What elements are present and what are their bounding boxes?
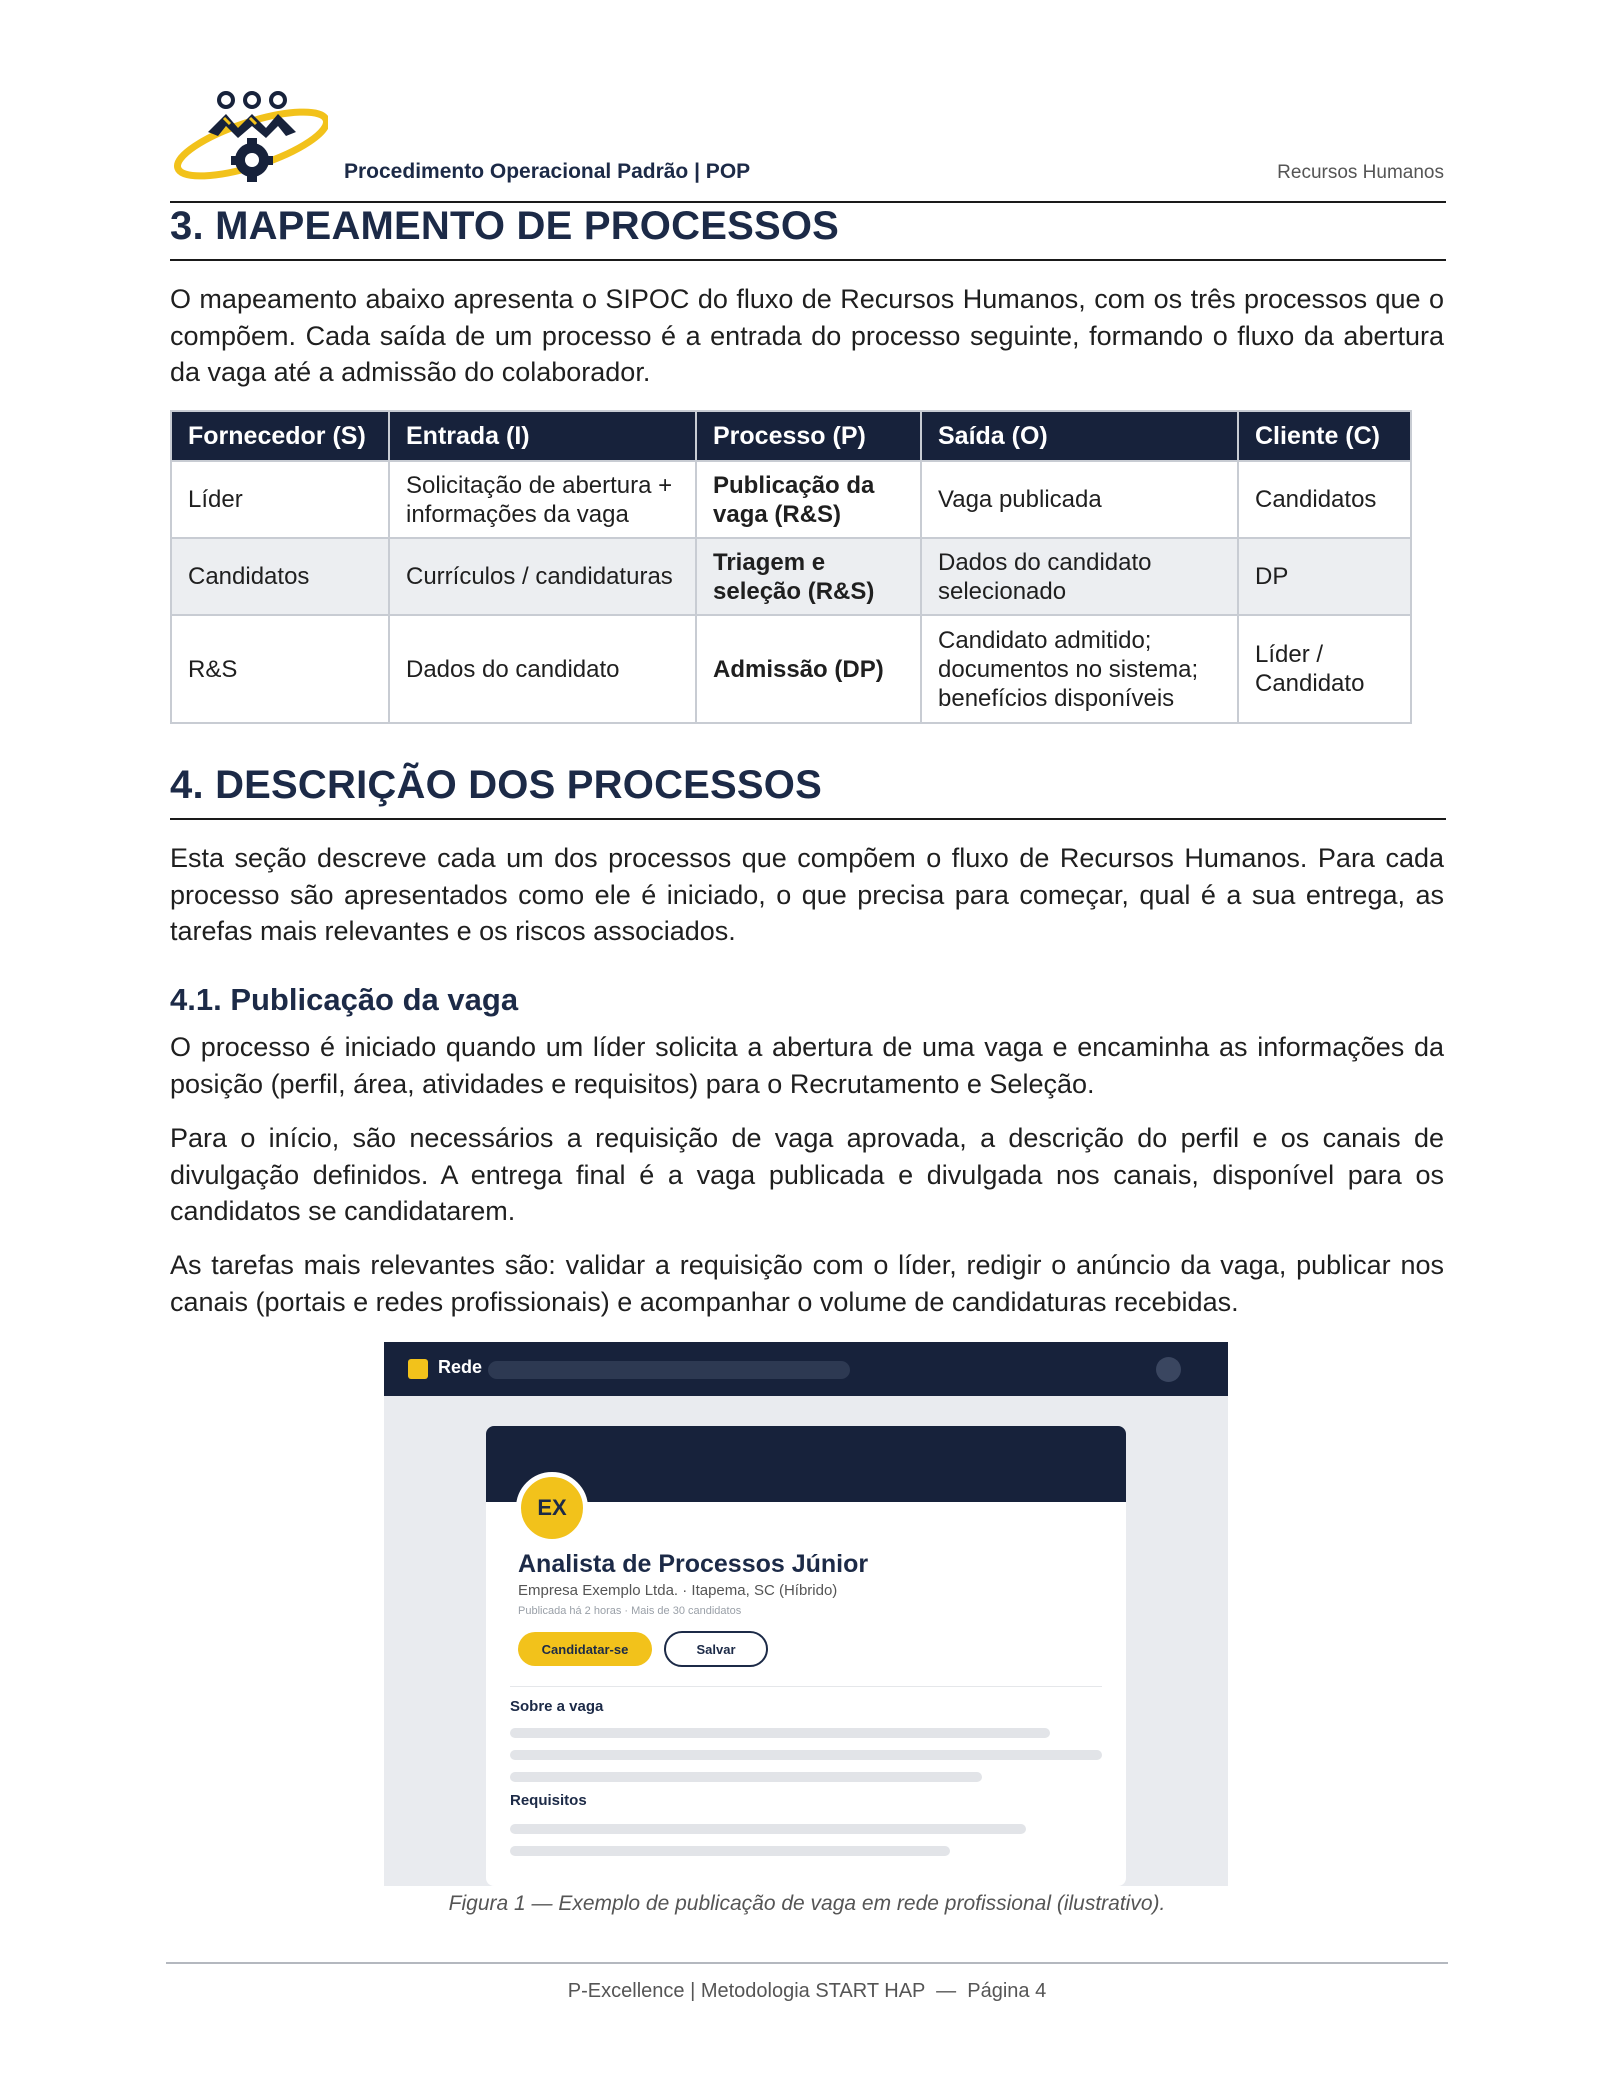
sipoc-header-process: Processo (P): [696, 411, 921, 461]
about-heading: Sobre a vaga: [510, 1698, 604, 1715]
company-logo-badge: EX: [516, 1472, 588, 1544]
document-header-department: Recursos Humanos: [1277, 162, 1444, 183]
figure-caption: Figura 1 — Exemplo de publicação de vaga em rede profissional (ilustrativo).: [448, 1892, 1166, 1915]
job-posting-figure: [384, 1342, 1228, 1886]
header-divider: [170, 201, 1446, 203]
sipoc-header-customer: Cliente (C): [1238, 411, 1411, 461]
document-header-title: Procedimento Operacional Padrão | POP: [344, 160, 751, 183]
section-4-intro: Esta seção descreve cada um dos processos que compõem o fluxo de Recursos Humanos. Para cada processo são apresentados como ele é iniciado, o que precisa para começar, qual é a sua entrega, as tarefas mais relevantes e os riscos associados.: [170, 843, 1444, 946]
table-cell: R&S: [171, 615, 389, 723]
job-title: Analista de Processos Júnior: [518, 1550, 869, 1578]
table-cell: Solicitação de abertura + informações da vaga: [389, 461, 696, 538]
table-cell: Candidatos: [1238, 461, 1411, 538]
table-cell: Dados do candidato selecionado: [921, 538, 1238, 615]
job-card: [486, 1426, 1126, 1886]
text-placeholder: [510, 1728, 1050, 1738]
sipoc-header-output: Saída (O): [921, 411, 1238, 461]
table-cell: Vaga publicada: [921, 461, 1238, 538]
table-cell: Currículos / candidaturas: [389, 538, 696, 615]
table-row: [171, 538, 1411, 615]
footer-divider: [166, 1962, 1448, 1964]
job-meta: Publicada há 2 horas · Mais de 30 candidatos: [518, 1605, 742, 1617]
section-4-1-paragraph-2: Para o início, são necessários a requisição de vaga aprovada, a descrição do perfil e os canais de divulgação definidos. A entrega final é a vaga publicada e divulgada nos canais, disponível para os candidatos se candidatarem.: [170, 1123, 1444, 1226]
text-placeholder: [510, 1772, 982, 1782]
save-button: Salvar: [664, 1631, 768, 1667]
page-footer: P-Excellence | Metodologia START HAP — Página 4: [567, 1980, 1047, 2002]
network-search-bar: [488, 1361, 850, 1379]
job-card-divider: [510, 1686, 1102, 1687]
job-company-location: Empresa Exemplo Ltda. · Itapema, SC (Híbrido): [518, 1582, 838, 1599]
network-logo-icon: [408, 1359, 428, 1379]
section-3-heading: 3. MAPEAMENTO DE PROCESSOS: [170, 204, 840, 248]
table-cell: Líder / Candidato: [1238, 615, 1411, 723]
table-cell: Dados do candidato: [389, 615, 696, 723]
table-row: [171, 461, 1411, 538]
section-4-1-paragraph-1: O processo é iniciado quando um líder solicita a abertura de uma vaga e encaminha as informações da posição (perfil, área, atividades e requisitos) para o Recrutamento e Seleção.: [170, 1032, 1444, 1099]
section-4-divider: [170, 818, 1446, 820]
section-3-intro: O mapeamento abaixo apresenta o SIPOC do fluxo de Recursos Humanos, com os três processos que o compõem. Cada saída de um processo é a entrada do processo seguinte, formando o fluxo da abertura da vaga até a admissão do colaborador.: [170, 284, 1444, 387]
apply-button: Candidatar-se: [518, 1632, 652, 1666]
table-cell: Admissão (DP): [696, 615, 921, 723]
table-cell: Triagem e seleção (R&S): [696, 538, 921, 615]
table-row: [171, 615, 1411, 723]
user-avatar-icon: [1156, 1357, 1181, 1382]
sipoc-table: [170, 410, 1412, 724]
table-cell: DP: [1238, 538, 1411, 615]
network-brand-name: Rede: [438, 1357, 483, 1377]
table-cell: Líder: [171, 461, 389, 538]
sipoc-header-supplier: Fornecedor (S): [171, 411, 389, 461]
table-cell: Publicação da vaga (R&S): [696, 461, 921, 538]
text-placeholder: [510, 1824, 1026, 1834]
table-cell: Candidatos: [171, 538, 389, 615]
section-4-1-heading: 4.1. Publicação da vaga: [170, 982, 519, 1017]
section-3-divider: [170, 259, 1446, 261]
section-4-heading: 4. DESCRIÇÃO DOS PROCESSOS: [170, 763, 822, 807]
sipoc-header-row: [171, 411, 1411, 461]
sipoc-header-input: Entrada (I): [389, 411, 696, 461]
text-placeholder: [510, 1846, 950, 1856]
section-4-1-paragraph-3: As tarefas mais relevantes são: validar a requisição com o líder, redigir o anúncio da vaga, publicar nos canais (portais e redes profissionais) e acompanhar o volume de candidaturas recebidas.: [170, 1250, 1444, 1317]
company-logo: [168, 88, 328, 184]
requirements-heading: Requisitos: [510, 1792, 587, 1809]
table-cell: Candidato admitido; documentos no sistema; benefícios disponíveis: [921, 615, 1238, 723]
text-placeholder: [510, 1750, 1102, 1760]
